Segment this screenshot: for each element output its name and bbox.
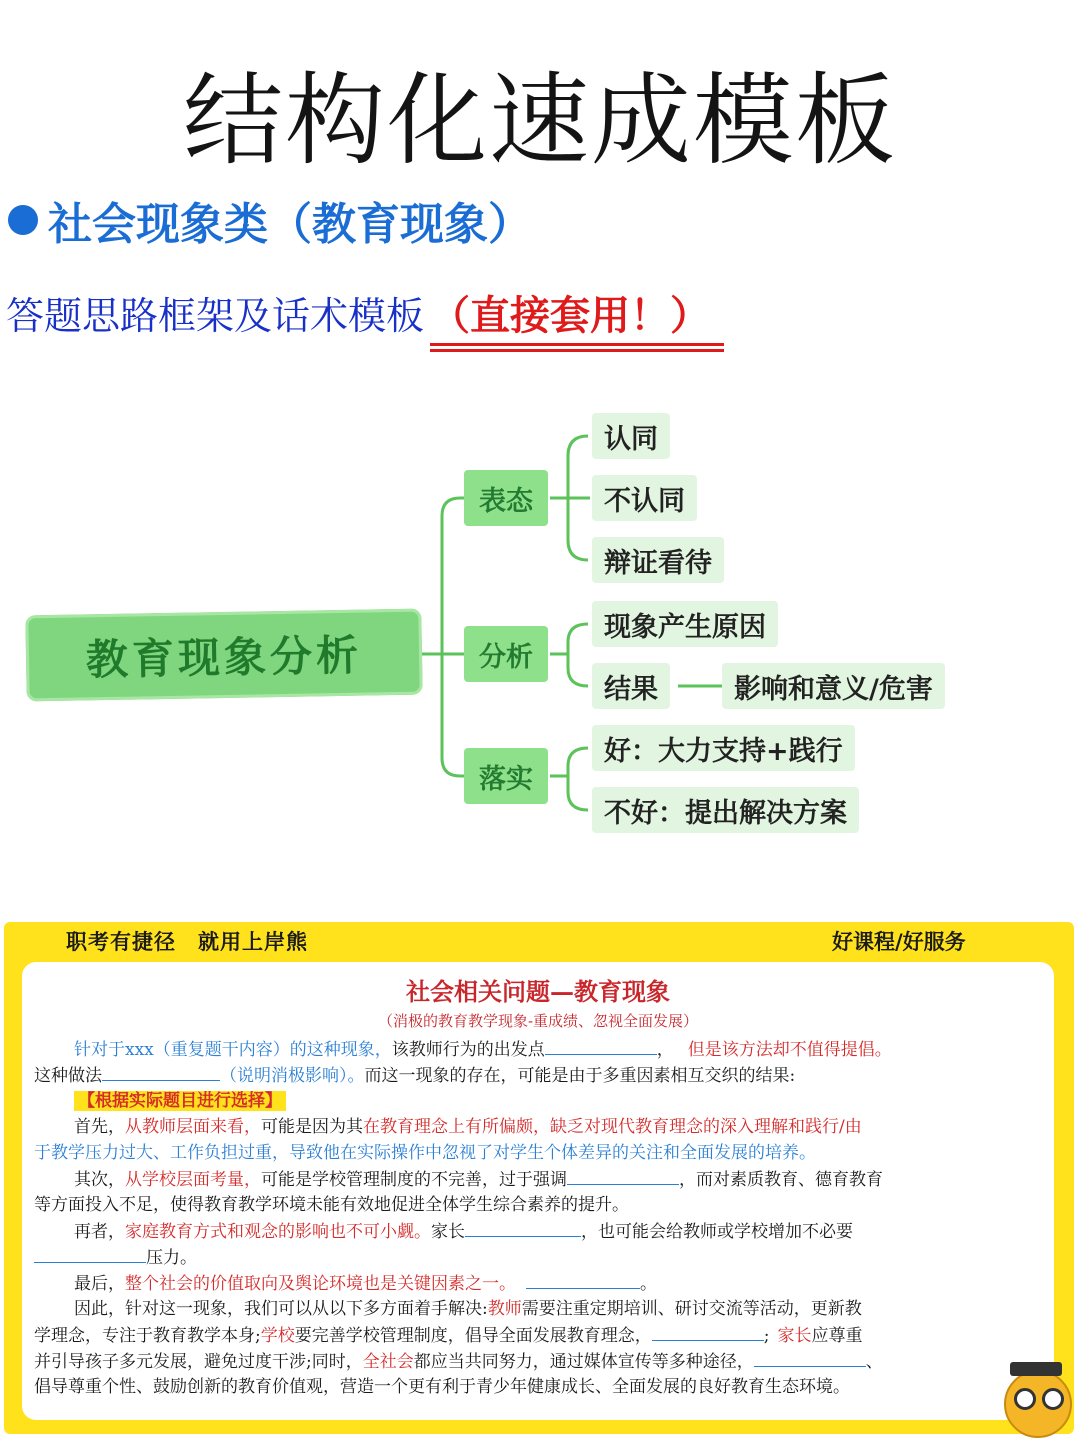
section-heading-text: 社会现象类（教育现象） (48, 199, 532, 250)
text-span: 在教育理念上有所偏颇，缺乏对现代教育理念的深入理解和践行/由 (363, 1117, 862, 1137)
text-span: 。 (640, 1274, 657, 1294)
selection-tag: 【根据实际题目进行选择】 (74, 1091, 286, 1111)
card-title: 社会相关问题—教育现象 (406, 977, 670, 1006)
mindmap-branch-luoshi: 落实 (464, 748, 548, 804)
mindmap-leaf: 不认同 (592, 475, 697, 521)
text-span: 学校 (260, 1326, 295, 1346)
mindmap-leaf: 辩证看待 (592, 537, 724, 583)
card-paragraph-line (34, 1374, 850, 1400)
card-paragraph-line (34, 1322, 862, 1349)
card-paragraph-line (34, 1244, 197, 1271)
card-paragraph-line (34, 1348, 883, 1375)
text-span: 但是该方法却不值得提倡。 (687, 1040, 892, 1060)
section-heading (8, 188, 532, 252)
bear-mascot-icon (1004, 1370, 1072, 1438)
connector-luoshi-leaves (550, 748, 588, 810)
mascot-eye (1014, 1388, 1036, 1410)
text-span: 要完善学校管理制度，倡导全面发展教育理念， (294, 1326, 652, 1346)
text-span: 家长 (777, 1326, 812, 1346)
text-span: （说明消极影响）。 (220, 1066, 365, 1086)
text-span: 从教师层面来看， (125, 1117, 261, 1137)
text-span: 需要注重定期培训、研讨交流等活动，更新教 (521, 1299, 862, 1319)
mindmap-branch-fenxi: 分析 (464, 626, 548, 682)
card-subtitle: （消极的教育教学现象-重成绩、忽视全面发展） (377, 1012, 699, 1030)
mindmap-center-node: 教育现象分析 (25, 609, 422, 702)
subtitle (6, 284, 724, 346)
text-span: 应尊重 (811, 1326, 863, 1346)
card-header-left: 职考有捷径 就用上岸熊 (66, 930, 308, 954)
text-span: 都应当共同努力，通过媒体宣传等多种途径， (413, 1352, 754, 1372)
text-span: 并引导孩子多元发展，避免过度干涉;同时， (34, 1352, 363, 1372)
text-span: 从学校层面考量， (125, 1170, 261, 1190)
connector-fenxi-leaves (550, 624, 588, 686)
fill-blank (567, 1166, 679, 1185)
mascot-cap-icon (1010, 1362, 1062, 1376)
card-paragraph-line (34, 1140, 816, 1166)
fill-blank (34, 1244, 146, 1263)
text-span: 全社会 (362, 1352, 414, 1372)
text-span: 针对于xxx（重复题干内容）的这种现象， (74, 1040, 392, 1060)
text-span: ， (656, 1040, 674, 1060)
mindmap-leaf: 认同 (592, 413, 670, 459)
text-span: 于教学压力过大、工作负担过重，导致他在实际操作中忽视了对学生个体差异的关注和全面发展的培养。 (34, 1143, 816, 1163)
text-span: 等方面投入不足，使得教育教学环境未能有效地促进全体学生综合素养的提升。 (34, 1195, 629, 1215)
subtitle-blue: 答题思路框架及话术模板 (6, 294, 425, 338)
card-paragraph-line (74, 1036, 892, 1063)
mindmap-leaf: 不好：提出解决方案 (592, 787, 859, 833)
fill-blank (465, 1218, 581, 1237)
mindmap-leaf: 结果 (592, 663, 670, 709)
connector-biaotai-leaves (550, 436, 590, 560)
text-span: 其次， (74, 1170, 125, 1190)
text-span: 而这一现象的存在，可能是由于多重因素相互交织的结果: (364, 1066, 796, 1086)
mindmap-leaf: 好：大力支持+践行 (592, 725, 855, 771)
card-header-right: 好课程/好服务 (832, 930, 966, 954)
text-span: 倡导尊重个性、鼓励创新的教育价值观，营造一个更有利于青少年健康成长、全面发展的良好教育生态环境。 (34, 1377, 850, 1397)
text-span: 该教师行为的出发点 (391, 1040, 545, 1060)
connector-trunk (442, 498, 460, 776)
card-paragraph-line (74, 1218, 853, 1245)
text-span: 家庭教育方式和观念的影响也不可小觑。 (125, 1222, 431, 1242)
text-span: 压力。 (146, 1248, 197, 1268)
fill-blank (526, 1270, 640, 1289)
mindmap-leaf: 现象产生原因 (592, 601, 778, 647)
text-span: ; (763, 1326, 770, 1346)
fill-blank (754, 1348, 866, 1367)
fill-blank (545, 1036, 657, 1055)
subtitle-red: （直接套用！） (430, 284, 724, 346)
card-paragraph-line (74, 1088, 286, 1114)
text-span: 因此，针对这一现象，我们可以从以下多方面着手解决: (74, 1299, 488, 1319)
text-span: 、 (865, 1352, 883, 1372)
text-span: ，而对素质教育、德育教育 (679, 1170, 883, 1190)
card-paragraph-line (34, 1192, 629, 1218)
card-paragraph-line (74, 1166, 883, 1193)
mindmap-branch-biaotai: 表态 (464, 470, 548, 526)
text-span: 学理念，专注于教育教学本身; (34, 1326, 261, 1346)
card-paragraph-line (74, 1114, 862, 1140)
text-span: 最后， (74, 1274, 125, 1294)
text-span: ，也可能会给教师或学校增加不必要 (581, 1222, 853, 1242)
fill-blank (102, 1062, 220, 1081)
bullet-dot-icon (8, 205, 38, 235)
text-span: 再者， (74, 1222, 125, 1242)
text-span: 整个社会的价值取向及舆论环境也是关键因素之一。 (125, 1274, 516, 1294)
text-span: 可能是学校管理制度的不完善，过于强调 (261, 1170, 567, 1190)
text-span: 教师 (487, 1299, 522, 1319)
card-paragraph-line (34, 1062, 795, 1089)
card-paragraph-line (74, 1296, 862, 1322)
text-span: 首先， (74, 1117, 125, 1137)
text-span: 可能是因为其 (261, 1117, 363, 1137)
fill-blank (652, 1322, 764, 1341)
text-span: 家长 (431, 1222, 465, 1242)
text-span: 这种做法 (34, 1066, 102, 1086)
page-title: 结构化速成模板 (183, 62, 897, 179)
card-paragraph-line (74, 1270, 657, 1297)
mindmap-leaf-extra: 影响和意义/危害 (722, 663, 945, 709)
mascot-eye (1042, 1388, 1064, 1410)
